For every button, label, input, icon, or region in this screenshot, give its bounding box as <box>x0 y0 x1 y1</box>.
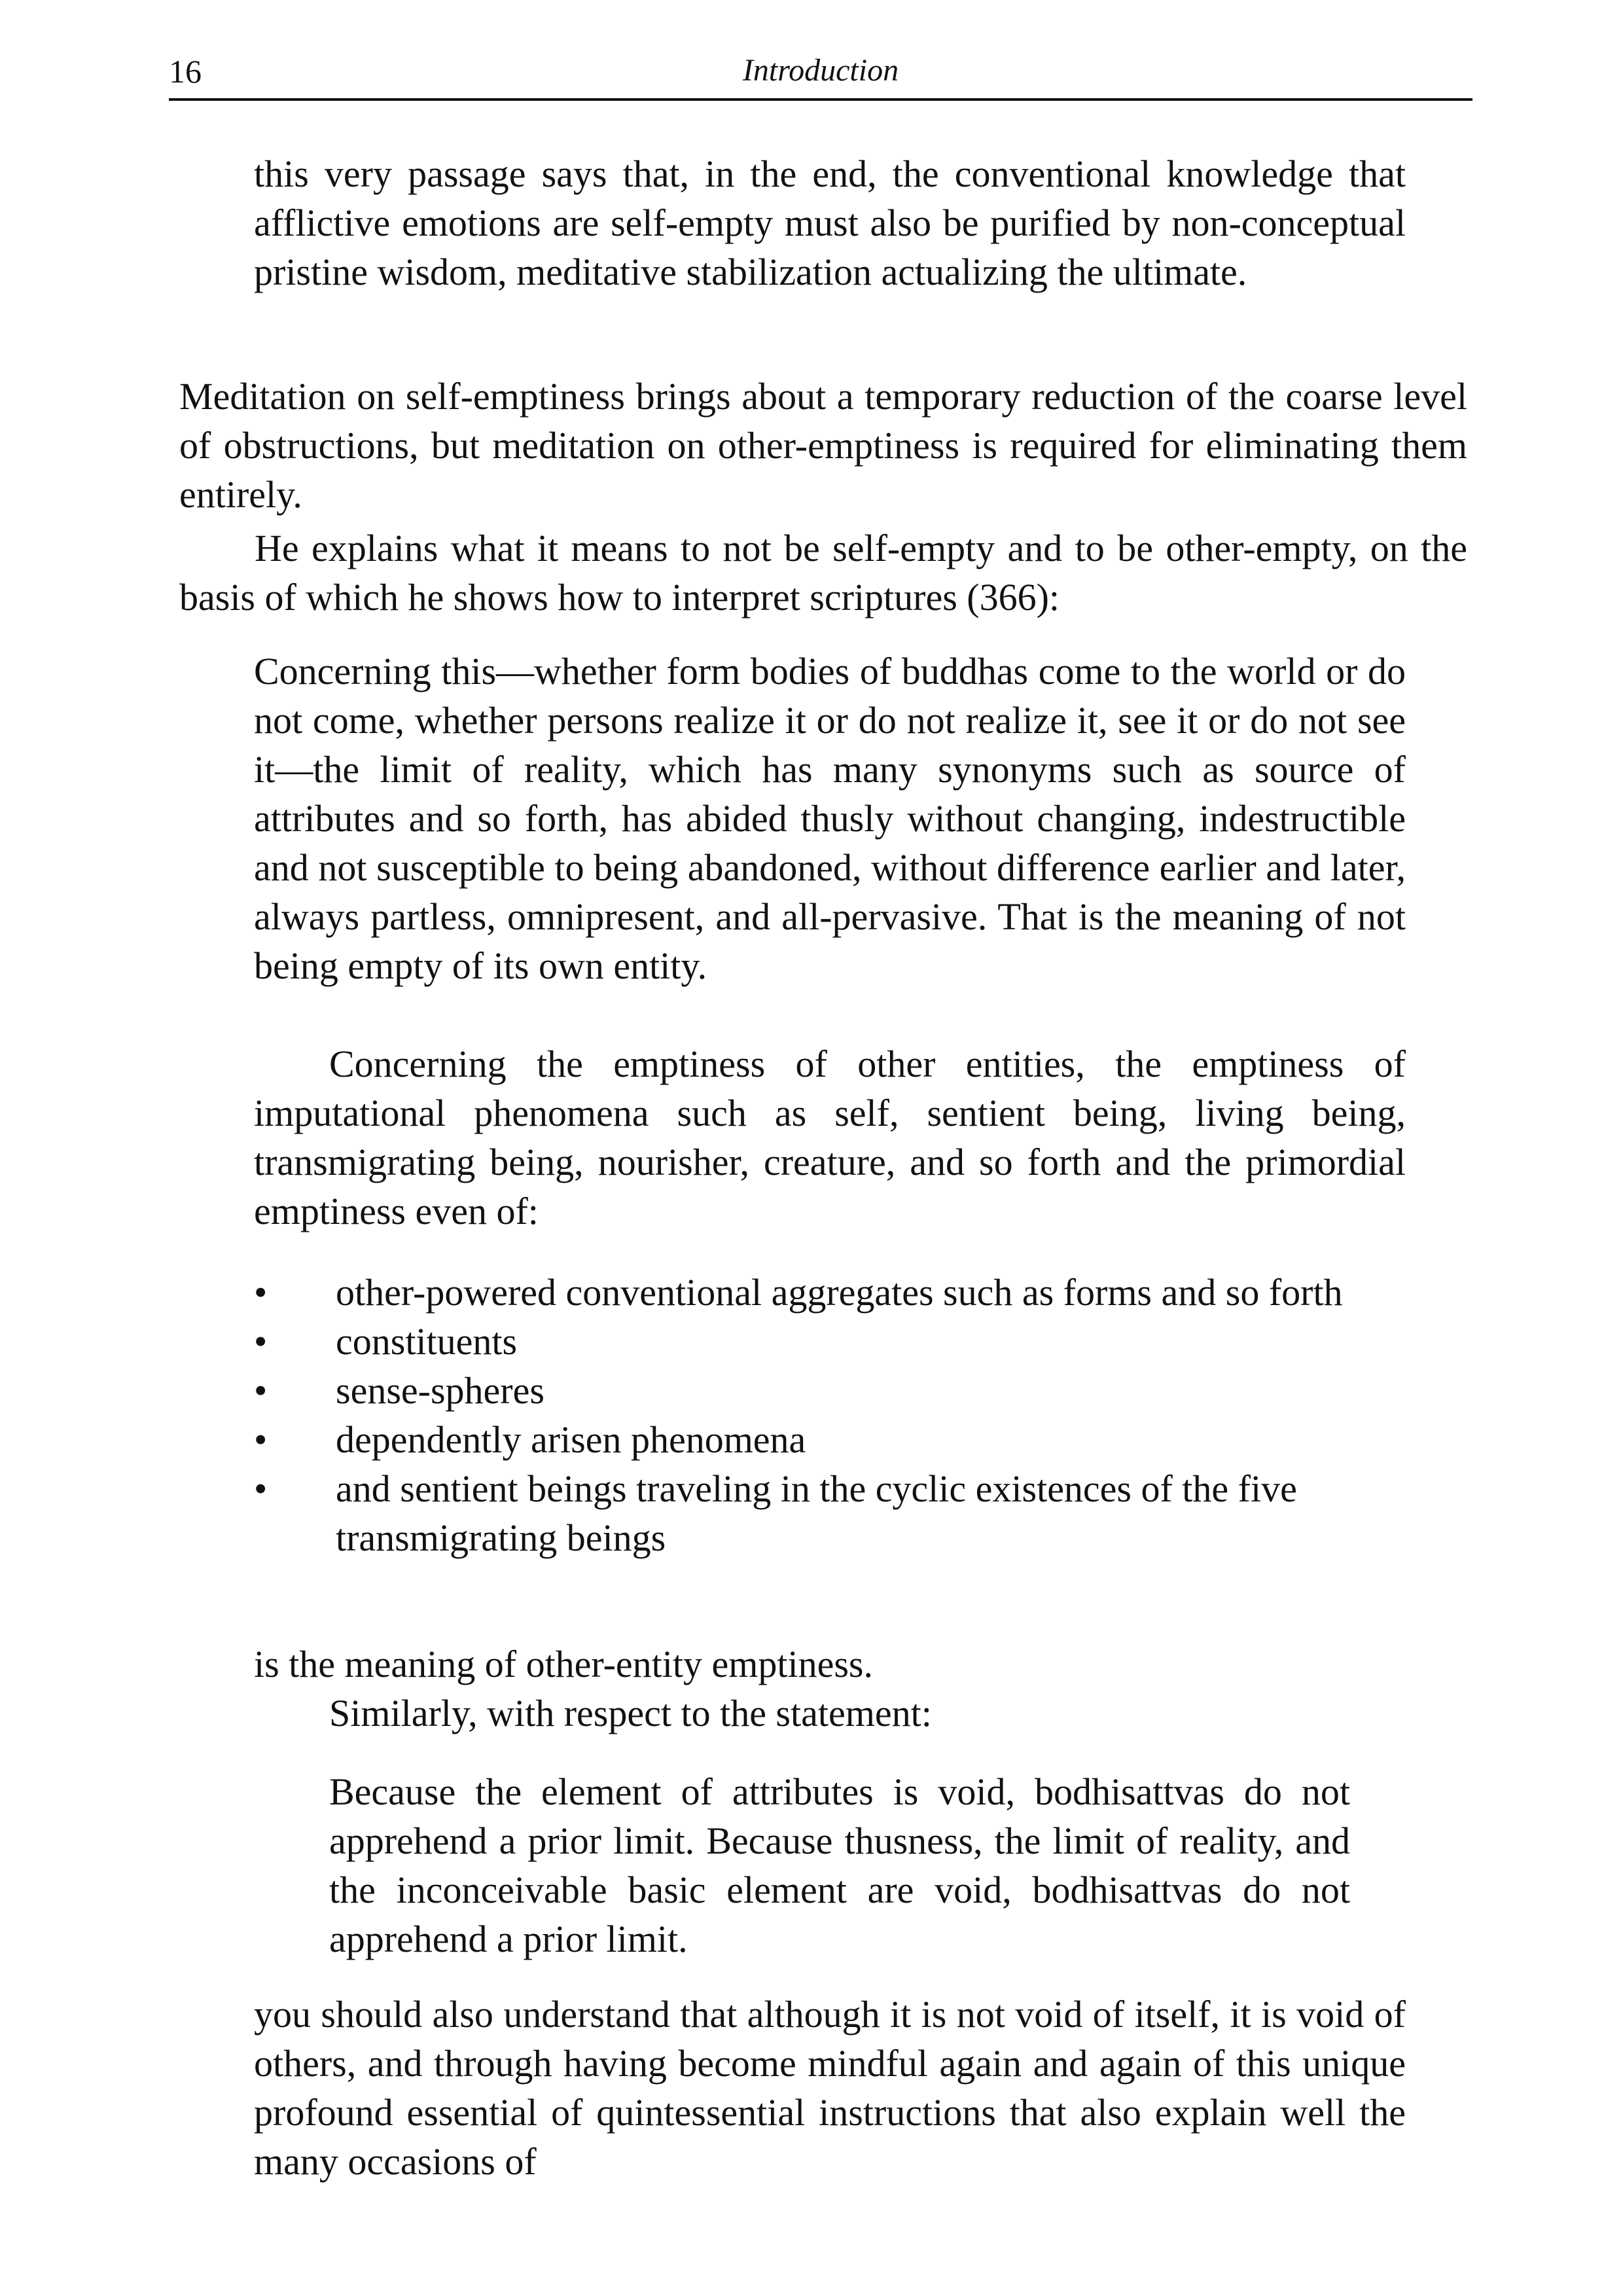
bullet-glyph: • <box>254 1320 268 1363</box>
block-quote-paragraph-4: Similarly, with respect to the statement: <box>329 1692 932 1734</box>
block-quote-paragraph-1: Concerning this—whether form bodies of buddhas come to the world or do not come, whether persons realize it or do not realize it, see it or do not see it—the limit of reality, which has many synonyms such as source of attributes and so forth, has abided thusly without changing, indestructible and not susceptible to being abandoned, without difference earlier and later, always partless, omnipresent, and all-pervasive. That is the meaning of not being empty of its own entity. <box>254 650 1406 987</box>
list-item-text: sense-spheres <box>336 1369 544 1412</box>
block-quote-paragraph-5: you should also understand that although it is not void of itself, it is void of others, and through having become mindful again and again of this unique profound essential of quintessential instructions that also explain well the many occasions of <box>254 1993 1406 2183</box>
quote-continuation-paragraph: this very passage says that, in the end, the conventional knowledge that afflictive emotions are self-empty must also be purified by non-conceptual pristine wisdom, meditative stabilization actualizing the ultimate. <box>254 152 1406 293</box>
list-item <box>254 1366 1406 1415</box>
nested-quote-paragraph: Because the element of attributes is void, bodhisattvas do not apprehend a prior limit. Because thusness, the limit of reality, and the inconceivable basic element are void, bodhisattvas do not apprehend a prior limit. <box>329 1770 1350 1960</box>
list-item <box>254 1415 1406 1464</box>
list-item-text: dependently arisen phenomena <box>336 1418 806 1461</box>
list-item-text: constituents <box>336 1320 518 1363</box>
bullet-list <box>254 1268 1406 1562</box>
running-head: Introduction <box>742 53 899 88</box>
list-item <box>254 1268 1406 1317</box>
list-item-text: and sentient beings traveling in the cyclic existences of the five transmigrating beings <box>336 1467 1297 1559</box>
page-number: 16 <box>169 53 202 90</box>
body-paragraph-1: Meditation on self-emptiness brings about a temporary reduction of the coarse level of obstructions, but meditation on other-emptiness is required for eliminating them entirely. <box>179 375 1467 516</box>
bullet-glyph: • <box>254 1418 268 1461</box>
list-item <box>254 1464 1406 1562</box>
bullet-glyph: • <box>254 1271 268 1314</box>
page-header <box>169 52 1472 105</box>
bullet-glyph: • <box>254 1369 268 1412</box>
block-quote-paragraph-2: Concerning the emptiness of other entities, the emptiness of imputational phenomena such as self, sentient being, living being, transmigrating being, nourisher, creature, and so forth and the primordial emptiness even of: <box>254 1043 1406 1232</box>
list-item-text: other-powered conventional aggregates such as forms and so forth <box>336 1271 1343 1314</box>
bullet-glyph: • <box>254 1467 268 1510</box>
list-item <box>254 1317 1406 1366</box>
body-paragraph-2: He explains what it means to not be self-empty and to be other-empty, on the basis of which he shows how to interpret scriptures (366): <box>179 527 1467 619</box>
header-rule <box>169 98 1472 101</box>
block-quote-paragraph-3: is the meaning of other-entity emptiness. <box>254 1643 873 1685</box>
